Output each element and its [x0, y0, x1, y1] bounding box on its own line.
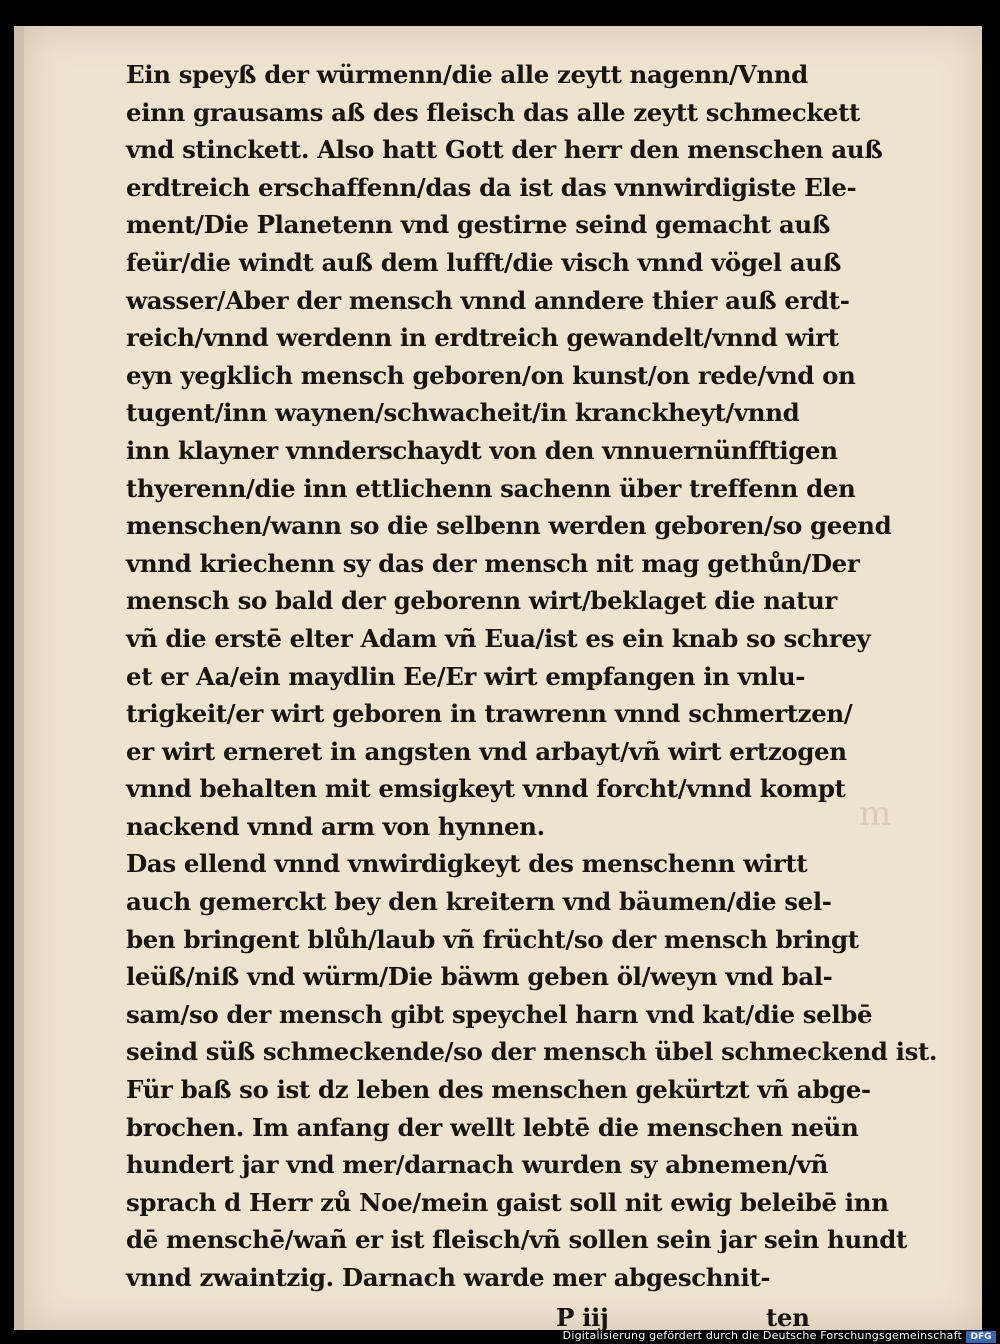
text-line: reich/vnnd werdenn in erdtreich gewandelt/vnnd wirt [126, 323, 839, 353]
text-line: thyerenn/die inn ettlichenn sachenn über treffenn den [126, 473, 856, 503]
text-line: wasser/Aber der mensch vnnd anndere thier auß erdt- [126, 285, 850, 315]
text-line: vnnd kriechenn sy das der mensch nit mag gethůn/Der [126, 548, 860, 578]
text-line: er wirt erneret in angsten vnd arbayt/vñ wirt ertzogen [126, 736, 847, 766]
text-line: vnnd zwaintzig. Darnach warde mer abgeschnit- [126, 1263, 771, 1292]
text-line: vnd stinckett. Also hatt Gott der herr den menschen auß [126, 135, 883, 165]
text-line: tugent/inn waynen/schwacheit/in kranckheyt/vnnd [126, 398, 800, 428]
text-line: seind süß schmeckende/so der mensch übel schmeckend ist. [126, 1037, 938, 1067]
text-line: et er Aa/ein maydlin Ee/Er wirt empfangen in vnlu- [126, 661, 806, 691]
text-line: leüß/niß vnd würm/Die bäwm geben öl/weyn vnd bal- [126, 962, 833, 992]
text-line: feür/die windt auß dem lufft/die visch vnnd vögel auß [126, 247, 841, 277]
text-line: sprach d Herr zů Noe/mein gaist soll nit ewig beleibē inn [126, 1187, 889, 1217]
dfg-logo: DFG [966, 1331, 996, 1343]
text-line: menschen/wann so die selbenn werden geboren/so geend [126, 511, 892, 541]
text-line: trigkeit/er wirt geboren in trawrenn vnnd schmertzen/ [126, 699, 853, 729]
text-line: Für baß so ist dz leben des menschen gekürtzt vñ abge- [126, 1075, 871, 1105]
text-line: vnnd behalten mit emsigkeyt vnnd forcht/vnnd kompt [126, 774, 846, 804]
text-line: sam/so der mensch gibt speychel harn vnd kat/die selbē [126, 999, 873, 1029]
book-page [14, 26, 982, 1330]
text-line: eyn yegklich mensch geboren/on kunst/on rede/vnd on [126, 360, 856, 390]
text-line: vñ die erstē elter Adam vñ Eua/ist es ein knab so schrey [126, 623, 871, 653]
text-line: brochen. Im anfang der wellt lebtē die menschen neün [126, 1112, 859, 1142]
margin-note: m [859, 794, 892, 834]
text-line: ment/Die Planetenn vnd gestirne seind gemacht auß [126, 210, 830, 240]
text-line: mensch so bald der geborenn wirt/beklaget die natur [126, 586, 837, 616]
text-line: auch gemerckt bey den kreitern vnd bäumen/die sel- [126, 887, 832, 917]
signature-mark: P iij [556, 1302, 609, 1332]
text-line: dē menschē/wañ er ist fleisch/vñ sollen sein jar sein hundt [126, 1225, 907, 1255]
digitization-credit: Digitalisierung gefördert durch die Deutsche Forschungsgemeinschaft [562, 1329, 962, 1342]
text-line: Das ellend vnnd vnwirdigkeyt des menschenn wirtt [126, 849, 808, 879]
catchword: ten [766, 1302, 810, 1332]
text-line: ben bringent blůh/laub vñ frücht/so der mensch bringt [126, 924, 859, 954]
text-line: erdtreich erschaffenn/das da ist das vnnwirdigiste Ele- [126, 172, 857, 202]
text-line: einn grausams aß des fleisch das alle zeytt schmeckett [126, 97, 860, 127]
text-line: inn klayner vnnderschaydt von den vnnuernünfftigen [126, 435, 838, 465]
text-line: Ein speyß der würmenn/die alle zeytt nagenn/Vnnd [126, 60, 808, 89]
text-line: nackend vnnd arm von hynnen. [126, 811, 545, 841]
text-line: hundert jar vnd mer/darnach wurden sy abnemen/vñ [126, 1150, 828, 1180]
